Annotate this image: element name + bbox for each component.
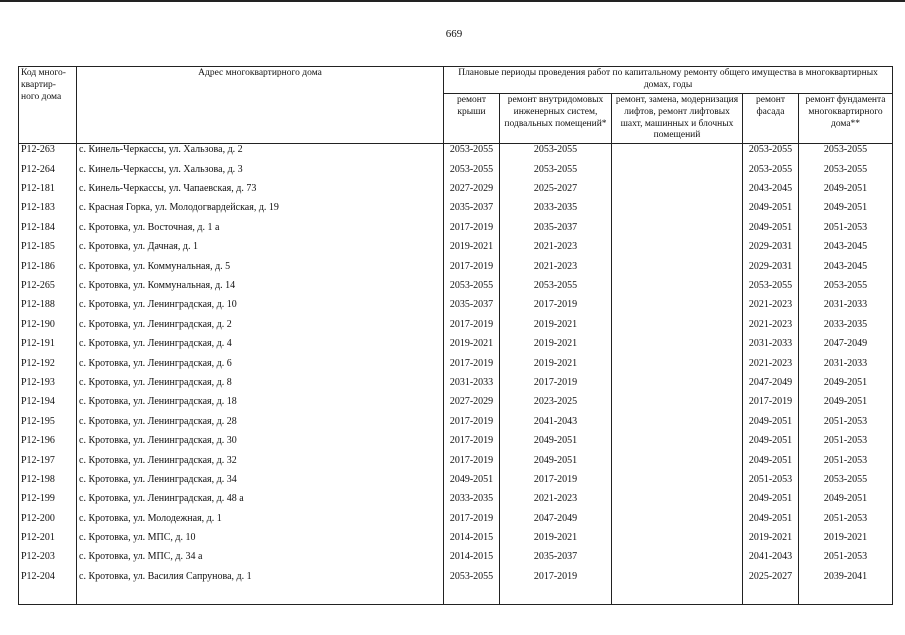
cell-roof: 2049-2051 [444,474,500,493]
cell-systems: 2019-2021 [500,358,612,377]
cell-address: с. Кротовка, ул. Дачная, д. 1 [77,241,444,260]
table-row [19,455,893,474]
table-row [19,358,893,377]
cell-foundation: 2053-2055 [799,164,893,183]
cell-code: Р12-264 [19,164,77,183]
cell-facade: 2049-2051 [743,435,799,454]
cell-facade: 2029-2031 [743,261,799,280]
cell-code: Р12-265 [19,280,77,299]
header-roof: ремонт крыши [444,93,500,144]
cell-systems: 2023-2025 [500,396,612,415]
cell-elevators [612,532,743,551]
cell-address: с. Кротовка, ул. Ленинградская, д. 8 [77,377,444,396]
cell-systems: 2035-2037 [500,222,612,241]
cell-foundation: 2047-2049 [799,338,893,357]
cell-foundation: 2019-2021 [799,532,893,551]
cell-facade: 2049-2051 [743,222,799,241]
cell-systems: 2021-2023 [500,241,612,260]
cell-systems: 2021-2023 [500,493,612,512]
cell-facade: 2049-2051 [743,455,799,474]
cell-systems: 2017-2019 [500,299,612,318]
cell-code: Р12-185 [19,241,77,260]
cell-foundation: 2051-2053 [799,551,893,570]
cell-roof: 2053-2055 [444,571,500,590]
cell-roof: 2017-2019 [444,319,500,338]
table-header [19,67,893,144]
cell-foundation: 2049-2051 [799,183,893,202]
cell-foundation: 2049-2051 [799,202,893,221]
cell-address: с. Кротовка, ул. Ленинградская, д. 2 [77,319,444,338]
cell-foundation: 2051-2053 [799,455,893,474]
header-facade: ремонт фасада [743,93,799,144]
cell-address: с. Кинель-Черкассы, ул. Хальзова, д. 2 [77,144,444,164]
cell-foundation: 2051-2053 [799,416,893,435]
cell-code: Р12-186 [19,261,77,280]
cell-foundation: 2053-2055 [799,474,893,493]
cell-facade: 2041-2043 [743,551,799,570]
cell-code: Р12-190 [19,319,77,338]
table-row [19,280,893,299]
cell-foundation: 2031-2033 [799,358,893,377]
cell-code: Р12-193 [19,377,77,396]
cell-address: с. Кротовка, ул. МПС, д. 10 [77,532,444,551]
cell-facade: 2017-2019 [743,396,799,415]
cell-facade: 2019-2021 [743,532,799,551]
cell-facade: 2049-2051 [743,513,799,532]
cell-address: с. Кротовка, ул. Ленинградская, д. 10 [77,299,444,318]
cell-address: с. Кротовка, ул. Ленинградская, д. 28 [77,416,444,435]
table-row [19,144,893,164]
cell-elevators [612,319,743,338]
cell-address: с. Кротовка, ул. Молодежная, д. 1 [77,513,444,532]
header-code: Код много-квартир-ного дома [19,67,77,144]
cell-code: Р12-197 [19,455,77,474]
cell-foundation: 2051-2053 [799,222,893,241]
cell-elevators [612,416,743,435]
page-number: 669 [445,28,463,40]
table-row [19,474,893,493]
table-row [19,532,893,551]
table-bottom-spacer [19,590,893,605]
cell-systems: 2019-2021 [500,319,612,338]
cell-elevators [612,513,743,532]
cell-foundation: 2053-2055 [799,144,893,164]
cell-elevators [612,493,743,512]
cell-elevators [612,338,743,357]
cell-foundation: 2031-2033 [799,299,893,318]
cell-elevators [612,474,743,493]
cell-code: Р12-192 [19,358,77,377]
cell-facade: 2049-2051 [743,493,799,512]
cell-roof: 2027-2029 [444,396,500,415]
table-row [19,222,893,241]
table-row [19,299,893,318]
page-top-border [0,0,905,2]
cell-roof: 2035-2037 [444,202,500,221]
cell-systems: 2021-2023 [500,261,612,280]
cell-roof: 2017-2019 [444,416,500,435]
cell-elevators [612,551,743,570]
table-row [19,435,893,454]
cell-address: с. Кротовка, ул. Ленинградская, д. 4 [77,338,444,357]
cell-systems: 2041-2043 [500,416,612,435]
table-row [19,319,893,338]
cell-systems: 2019-2021 [500,532,612,551]
cell-systems: 2053-2055 [500,144,612,164]
table-row [19,164,893,183]
cell-elevators [612,571,743,590]
cell-systems: 2053-2055 [500,280,612,299]
cell-roof: 2017-2019 [444,455,500,474]
cell-roof: 2014-2015 [444,551,500,570]
header-periods: Плановые периоды проведения работ по капитальному ремонту общего имущества в многоквартирных домах, годы [444,67,893,94]
header-elevators: ремонт, замена, модернизация лифтов, ремонт лифтовых шахт, машинных и блочных помещений [612,93,743,144]
cell-roof: 2053-2055 [444,164,500,183]
cell-address: с. Кротовка, ул. Восточная, д. 1 а [77,222,444,241]
cell-code: Р12-184 [19,222,77,241]
cell-facade: 2047-2049 [743,377,799,396]
cell-facade: 2029-2031 [743,241,799,260]
cell-elevators [612,435,743,454]
table-row [19,571,893,590]
cell-systems: 2053-2055 [500,164,612,183]
cell-foundation: 2049-2051 [799,377,893,396]
header-foundation: ремонт фундамента многоквартирного дома** [799,93,893,144]
cell-elevators [612,299,743,318]
cell-code: Р12-183 [19,202,77,221]
cell-roof: 2017-2019 [444,513,500,532]
cell-facade: 2051-2053 [743,474,799,493]
cell-code: Р12-263 [19,144,77,164]
cell-foundation: 2043-2045 [799,261,893,280]
cell-facade: 2043-2045 [743,183,799,202]
table-body [19,144,893,605]
cell-facade: 2031-2033 [743,338,799,357]
cell-elevators [612,280,743,299]
cell-foundation: 2049-2051 [799,396,893,415]
cell-foundation: 2033-2035 [799,319,893,338]
cell-code: Р12-196 [19,435,77,454]
cell-code: Р12-204 [19,571,77,590]
cell-foundation: 2049-2051 [799,493,893,512]
cell-elevators [612,202,743,221]
cell-address: с. Кротовка, ул. Ленинградская, д. 30 [77,435,444,454]
header-systems: ремонт внутридомовых инженерных систем, подвальных помещений* [500,93,612,144]
cell-facade: 2049-2051 [743,202,799,221]
cell-roof: 2017-2019 [444,222,500,241]
table-row [19,202,893,221]
cell-systems: 2017-2019 [500,377,612,396]
table-row [19,241,893,260]
cell-systems: 2035-2037 [500,551,612,570]
cell-roof: 2017-2019 [444,358,500,377]
cell-systems: 2047-2049 [500,513,612,532]
cell-roof: 2019-2021 [444,338,500,357]
cell-elevators [612,222,743,241]
cell-elevators [612,261,743,280]
cell-code: Р12-203 [19,551,77,570]
table-row [19,513,893,532]
cell-roof: 2017-2019 [444,435,500,454]
cell-facade: 2049-2051 [743,416,799,435]
cell-facade: 2053-2055 [743,164,799,183]
cell-elevators [612,455,743,474]
cell-address: с. Кротовка, ул. Ленинградская, д. 48 а [77,493,444,512]
cell-address: с. Красная Горка, ул. Молодогвардейская, д. 19 [77,202,444,221]
cell-roof: 2014-2015 [444,532,500,551]
cell-address: с. Кротовка, ул. Коммунальная, д. 5 [77,261,444,280]
cell-code: Р12-195 [19,416,77,435]
cell-address: с. Кротовка, ул. Василия Сапрунова, д. 1 [77,571,444,590]
cell-elevators [612,358,743,377]
header-address: Адрес многоквартирного дома [77,67,444,144]
cell-roof: 2053-2055 [444,280,500,299]
cell-elevators [612,183,743,202]
cell-code: Р12-201 [19,532,77,551]
cell-facade: 2053-2055 [743,144,799,164]
cell-facade: 2021-2023 [743,319,799,338]
cell-elevators [612,396,743,415]
cell-systems: 2049-2051 [500,435,612,454]
cell-foundation: 2039-2041 [799,571,893,590]
cell-address: с. Кинель-Черкассы, ул. Хальзова, д. 3 [77,164,444,183]
cell-facade: 2053-2055 [743,280,799,299]
table-row [19,183,893,202]
cell-foundation: 2051-2053 [799,435,893,454]
cell-systems: 2033-2035 [500,202,612,221]
table-row [19,377,893,396]
cell-code: Р12-200 [19,513,77,532]
table-row [19,551,893,570]
cell-roof: 2053-2055 [444,144,500,164]
cell-systems: 2049-2051 [500,455,612,474]
cell-code: Р12-191 [19,338,77,357]
cell-systems: 2017-2019 [500,474,612,493]
cell-code: Р12-198 [19,474,77,493]
cell-address: с. Кротовка, ул. Ленинградская, д. 18 [77,396,444,415]
cell-roof: 2031-2033 [444,377,500,396]
cell-elevators [612,164,743,183]
cell-code: Р12-181 [19,183,77,202]
cell-roof: 2033-2035 [444,493,500,512]
cell-foundation: 2043-2045 [799,241,893,260]
cell-foundation: 2053-2055 [799,280,893,299]
cell-facade: 2021-2023 [743,299,799,318]
table-row [19,396,893,415]
cell-address: с. Кротовка, ул. Ленинградская, д. 6 [77,358,444,377]
cell-roof: 2019-2021 [444,241,500,260]
cell-facade: 2021-2023 [743,358,799,377]
cell-address: с. Кротовка, ул. МПС, д. 34 а [77,551,444,570]
table-row [19,493,893,512]
cell-code: Р12-199 [19,493,77,512]
table-row [19,416,893,435]
cell-address: с. Кротовка, ул. Коммунальная, д. 14 [77,280,444,299]
cell-roof: 2017-2019 [444,261,500,280]
cell-roof: 2027-2029 [444,183,500,202]
cell-elevators [612,144,743,164]
repair-schedule-table [18,66,893,605]
cell-address: с. Кинель-Черкассы, ул. Чапаевская, д. 73 [77,183,444,202]
cell-code: Р12-194 [19,396,77,415]
cell-systems: 2019-2021 [500,338,612,357]
cell-elevators [612,241,743,260]
table-row [19,261,893,280]
cell-systems: 2017-2019 [500,571,612,590]
cell-roof: 2035-2037 [444,299,500,318]
cell-address: с. Кротовка, ул. Ленинградская, д. 34 [77,474,444,493]
cell-code: Р12-188 [19,299,77,318]
cell-elevators [612,377,743,396]
cell-foundation: 2051-2053 [799,513,893,532]
table-row [19,338,893,357]
cell-facade: 2025-2027 [743,571,799,590]
cell-systems: 2025-2027 [500,183,612,202]
cell-address: с. Кротовка, ул. Ленинградская, д. 32 [77,455,444,474]
